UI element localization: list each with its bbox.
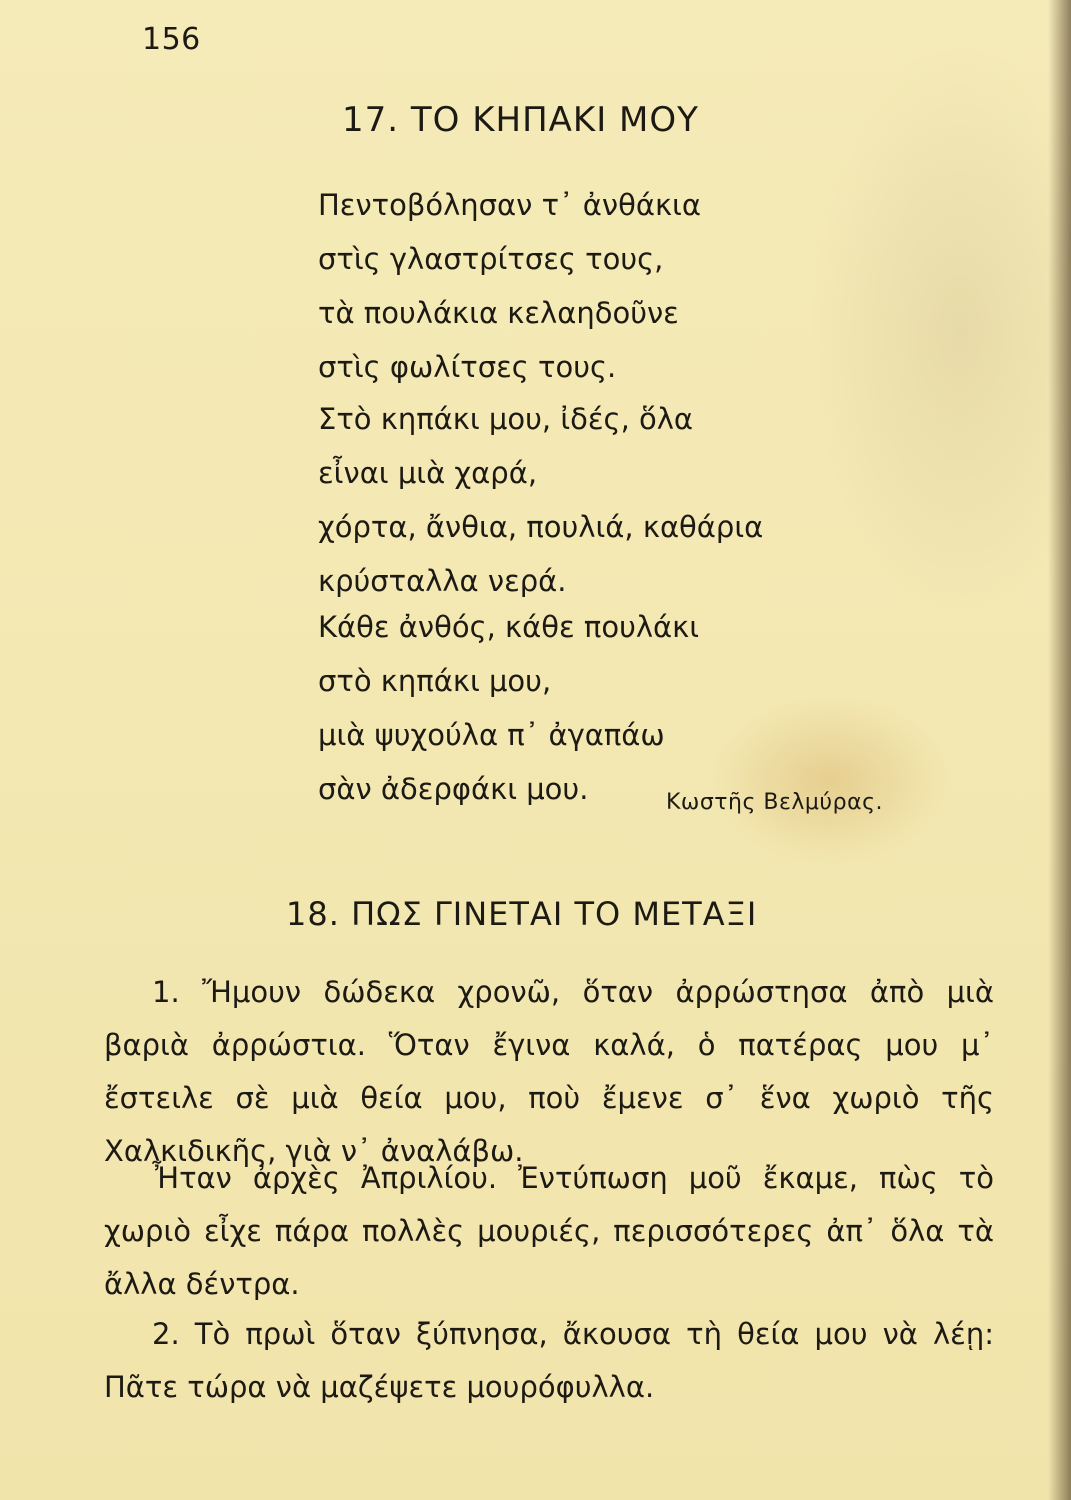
poem-line: Στὸ κηπάκι μου, ἰδές, ὅλα	[318, 402, 694, 436]
poem-line: Κάθε ἀνθός, κάθε πουλάκι	[318, 610, 700, 644]
poem-line: Πεντοβόλησαν τ᾿ ἀνθάκια	[318, 188, 701, 222]
poem-line: στὶς γλαστρίτσες τους,	[318, 242, 664, 276]
poem-line: στὸ κηπάκι μου,	[318, 664, 552, 698]
poem-stanza	[318, 178, 701, 394]
poem-line: χόρτα, ἄνθια, πουλιά, καθάρια	[318, 510, 764, 544]
poem-line: σὰν ἀδερφάκι μου.	[318, 772, 589, 806]
page-edge-shadow	[1048, 0, 1071, 1500]
page-number: 156	[142, 22, 201, 57]
story-paragraph: 1. Ἤμουν δώδεκα χρονῶ, ὅταν ἀρρώστησα ἀπὸ μιὰ βαριὰ ἀρρώστια. Ὅταν ἔγινα καλά, ὁ πατέρας μου μ᾿ ἔστειλε σὲ μιὰ θεία μου, ποὺ ἔμενε σ᾿ ἕνα χωριὸ τῆς Χαλκιδικῆς, γιὰ ν᾿ ἀναλάβω.	[104, 975, 994, 1168]
poem-line: εἶναι μιὰ χαρά,	[318, 456, 538, 490]
story-paragraph: Ἦταν ἀρχὲς Ἀπριλίου. Ἐντύπωση μοῦ ἔκαμε, πὼς τὸ χωριὸ εἶχε πάρα πολλὲς μουριές, περισσότερες ἀπ᾿ ὅλα τὰ ἄλλα δέντρα.	[104, 1161, 994, 1301]
story-title: 18. ΠΩΣ ΓΙΝΕΤΑΙ ΤΟ ΜΕΤΑΞΙ	[286, 895, 758, 933]
poem-stanza	[318, 392, 763, 608]
poem-line: στὶς φωλίτσες τους.	[318, 350, 617, 384]
poem-stanza	[318, 600, 699, 816]
poem-author: Κωστῆς Βελμύρας.	[666, 790, 883, 815]
poem-line: κρύσταλλα νερά.	[318, 564, 567, 598]
story-paragraph: 2. Τὸ πρωὶ ὅταν ξύπνησα, ἄκουσα τὴ θεία μου νὰ λέῃ: Πᾶτε τώρα νὰ μαζέψετε μουρόφυλλα.	[104, 1317, 994, 1404]
poem-line: μιὰ ψυχούλα π᾿ ἀγαπάω	[318, 718, 665, 752]
poem-line: τὰ πουλάκια κελαηδοῦνε	[318, 296, 679, 330]
poem-title: 17. ΤΟ ΚΗΠΑΚΙ ΜΟΥ	[342, 100, 699, 140]
